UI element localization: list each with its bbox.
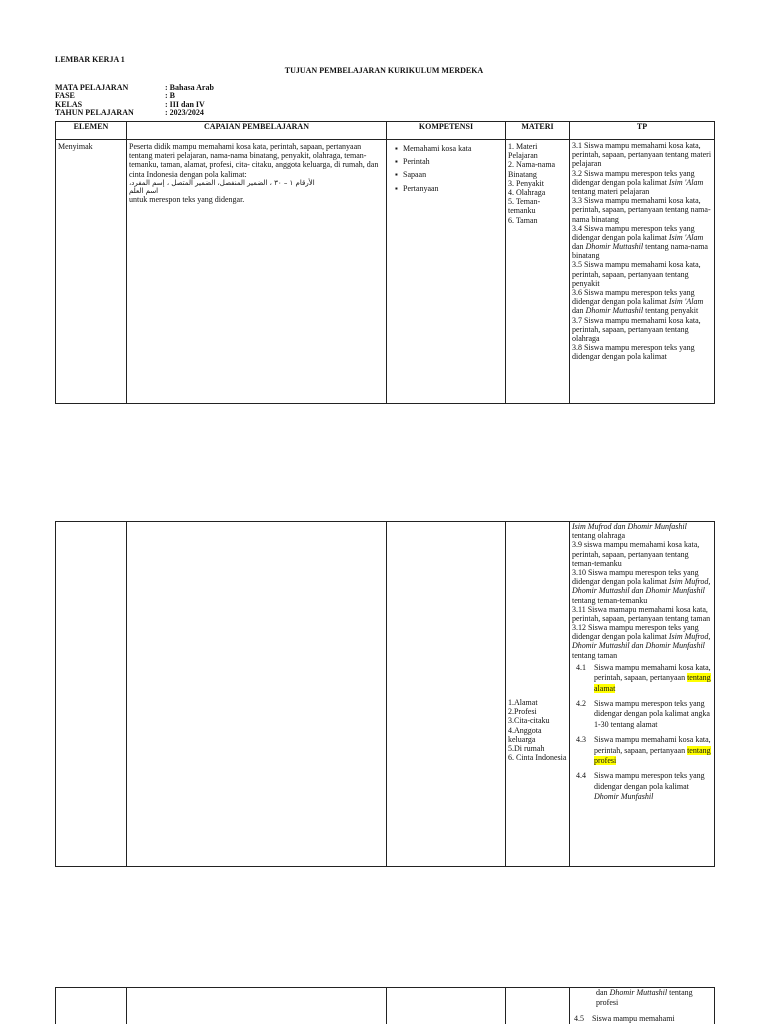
meta-value: : III dan IV: [165, 99, 205, 109]
tp-text: tentang taman: [572, 650, 618, 660]
tp-italic: Dhomir Muttashil: [585, 306, 644, 316]
tp-cell: [570, 140, 715, 404]
list-item: 4.Anggota keluarga: [508, 725, 542, 744]
tp-text: Siswa mampu memahami kosa kata, perintah, sapaan, pertanyaan: [594, 735, 711, 755]
kompetensi-list: [389, 144, 503, 193]
tp-item: [596, 988, 712, 1009]
tp-numbered-item: [572, 735, 712, 766]
tp-number: 4.5: [574, 1014, 584, 1023]
list-item: 5. Teman-temanku: [508, 197, 541, 216]
kompetensi-cell: [387, 988, 506, 1024]
meta-value: : B: [165, 91, 175, 101]
tp-cell: [570, 522, 715, 867]
list-item: 1. Materi Pelajaran: [508, 142, 538, 161]
learning-objectives-table: [55, 121, 715, 404]
tp-item: 3.1 Siswa mampu memahami kosa kata, perintah, sapaan, pertanyaan tentang materi pelajaran: [572, 141, 712, 169]
tp-text: [594, 735, 712, 766]
kompetensi-cell: [387, 522, 506, 867]
elemen-cell: [56, 988, 127, 1024]
table-header-row: [56, 122, 715, 140]
elemen-cell: [56, 522, 127, 867]
tp-numbered-item: [572, 663, 712, 694]
tp-italic: Isim 'Alam: [668, 177, 704, 187]
list-item: 5.Di rumah: [508, 743, 545, 753]
list-item: ▪ Sapaan: [395, 170, 503, 179]
tp-text: 3.4 Siswa mampu merespon teks yang didengar dengan pola kalimat: [572, 223, 695, 242]
tp-item: 3.8 Siswa mampu merespon teks yang didengar dengan pola kalimat: [572, 343, 695, 362]
tp-text: tentang penyakit: [643, 306, 699, 316]
tp-item: [572, 568, 712, 605]
tp-numbered-item: [570, 1014, 710, 1024]
tp-item: [572, 522, 712, 540]
tp-text: Siswa mampu memahami: [592, 1014, 675, 1023]
tp-text: Siswa mampu memahami kosa kata, perintah, sapaan, pertanyaan: [594, 662, 711, 683]
tp-text: [594, 663, 712, 694]
tp-item: [572, 623, 712, 660]
tp-number: 4.2: [576, 698, 586, 708]
meta-label: FASE: [55, 91, 75, 101]
tp-item: 3.7 Siswa mampu memahami kosa kata, perintah, sapaan, pertanyaan tentang olahraga: [572, 315, 701, 343]
tp-text: 3.10 Siswa mampu merespon teks yang didengar dengan pola kalimat: [572, 567, 699, 587]
tp-italic: Isim 'Alam: [668, 232, 704, 242]
tp-text: tentang olahraga: [572, 531, 626, 541]
list-item: 6. Cinta Indonesia: [508, 753, 567, 763]
elemen-cell: Menyimak: [56, 140, 127, 404]
list-item: ▪ Pertanyaan: [395, 184, 503, 193]
capaian-arabic-line: اسم العلم: [129, 186, 159, 195]
meta-label: TAHUN PELAJARAN: [55, 108, 134, 118]
tp-italic: Isim Mufrod, Dhomir Muttashil dan Dhomir Munfashil: [572, 632, 711, 651]
tp-text: tentang materi pelajaran: [572, 186, 650, 196]
tp-text: dan: [572, 306, 586, 316]
tp-number: 4.3: [576, 735, 586, 745]
tp-text: 3.6 Siswa mampu merespon teks yang didengar dengan pola kalimat: [572, 288, 695, 307]
tp-text: tentang teman-temanku: [572, 595, 648, 605]
materi-cell: [506, 140, 570, 404]
tp-italic: Isim Mufrod dan Dhomir Munfashil: [572, 522, 687, 531]
list-item: 2.Profesi: [508, 707, 537, 717]
tp-item: 3.11 Siswa mamapu memahami kosa kata, perintah, sapaan, pertanyaan tentang taman: [572, 604, 711, 623]
materi-cell: [506, 522, 570, 867]
meta-block: [55, 84, 214, 118]
tp-italic: Dhomir Munfashil: [594, 792, 654, 802]
list-item: 4. Olahraga: [508, 187, 546, 197]
column-header-elemen: ELEMEN: [56, 122, 127, 140]
tp-item: 3.9 siswa mampu memahami kosa kata, perintah, sapaan, pertanyaan tentang teman-temanku: [572, 540, 700, 568]
tp-text: tentang profesi: [596, 988, 693, 1008]
list-item: 3.Cita-citaku: [508, 716, 550, 726]
tp-item: [572, 224, 712, 261]
column-header-capaian: CAPAIAN PEMBELAJARAN: [127, 122, 387, 140]
tp-text: Siswa mampu merespon teks yang didengar dengan pola kalimat angka 1-30 tentang alamat: [594, 698, 710, 729]
tp-text: dan: [572, 242, 586, 252]
capaian-cell: [127, 140, 387, 404]
document-title: TUJUAN PEMBELAJARAN KURIKULUM MERDEKA: [284, 66, 484, 75]
materi-cell: [506, 988, 570, 1024]
tp-item: 3.3 Siswa mampu memahami kosa kata, perintah, sapaan, pertanyaan tentang nama-nama binatang: [572, 196, 711, 224]
list-item: 3. Penyakit: [508, 178, 544, 188]
column-header-tp: TP: [570, 122, 715, 140]
tp-italic: Isim 'Alam: [668, 297, 704, 307]
tp-number: 4.1: [576, 662, 586, 672]
list-item: 6. Taman: [508, 215, 538, 225]
capaian-cell: [127, 988, 387, 1024]
meta-value: : 2023/2024: [165, 108, 204, 118]
meta-value: : Bahasa Arab: [165, 83, 214, 92]
worksheet-label: LEMBAR KERJA 1: [55, 55, 125, 64]
table-row: [56, 522, 715, 867]
tp-text: dan: [596, 988, 610, 997]
tp-italic: Isim Mufrod, Dhomir Muttashil dan Dhomir Munfashil: [572, 577, 711, 596]
kompetensi-cell: [387, 140, 506, 404]
tp-text: tentang nama-nama binatang: [572, 242, 708, 261]
tp-text: 3.2 Siswa mampu merespon teks yang didengar dengan pola kalimat: [572, 168, 695, 187]
tp-item: [572, 288, 712, 316]
column-header-materi: MATERI: [506, 122, 570, 140]
highlighted-text: tentang alamat: [594, 673, 711, 693]
table-row: [56, 140, 715, 404]
learning-objectives-table-continued: [55, 521, 715, 867]
list-item: 2. Nama-nama Binatang: [508, 160, 556, 179]
tp-numbered-item: [572, 771, 712, 802]
tp-text: [594, 771, 712, 802]
list-item: ▪ Memahami kosa kata: [395, 144, 503, 153]
tp-number: 4.4: [576, 771, 586, 781]
tp-item: 3.5 Siswa mampu memahami kosa kata, perintah, sapaan, pertanyaan tentang penyakit: [572, 260, 701, 288]
column-header-kompetensi: KOMPETENSI: [387, 122, 506, 140]
capaian-arabic-line: الأرقام ١ – ٣٠ ، الضمير المنفصل، الضمير المتصل ، إسم المفرد،: [129, 178, 315, 187]
highlighted-text: tentang profesi: [594, 745, 711, 765]
tp-text: Siswa mampu merespon teks yang didengar dengan pola kalimat: [594, 771, 705, 791]
list-item: ▪ Perintah: [395, 157, 503, 166]
tp-italic: Dhomir Muttashil: [585, 242, 644, 252]
tp-text: 3.12 Siswa mampu merespon teks yang didengar dengan pola kalimat: [572, 623, 699, 642]
tp-italic: Dhomir Muttashil: [609, 988, 668, 997]
tp-numbered-item: [572, 699, 712, 730]
capaian-cell: [127, 522, 387, 867]
capaian-text: Peserta didik mampu memahami kosa kata, perintah, sapaan, pertanyaan tentang materi pelajaran, nama-nama binatang, penyakit, olahraga, teman- temanku, taman, alamat, profesi, cita- citaku, anggota keluarga, di rumah, dan cinta Indonesia dengan pola kalimat:: [129, 142, 379, 179]
tp-item: [572, 169, 712, 197]
list-item: 1.Alamat: [508, 698, 538, 707]
meta-label: KELAS: [55, 99, 83, 109]
meta-label: MATA PELAJARAN: [55, 83, 129, 92]
capaian-end-text: untuk merespon teks yang didengar.: [129, 194, 245, 204]
